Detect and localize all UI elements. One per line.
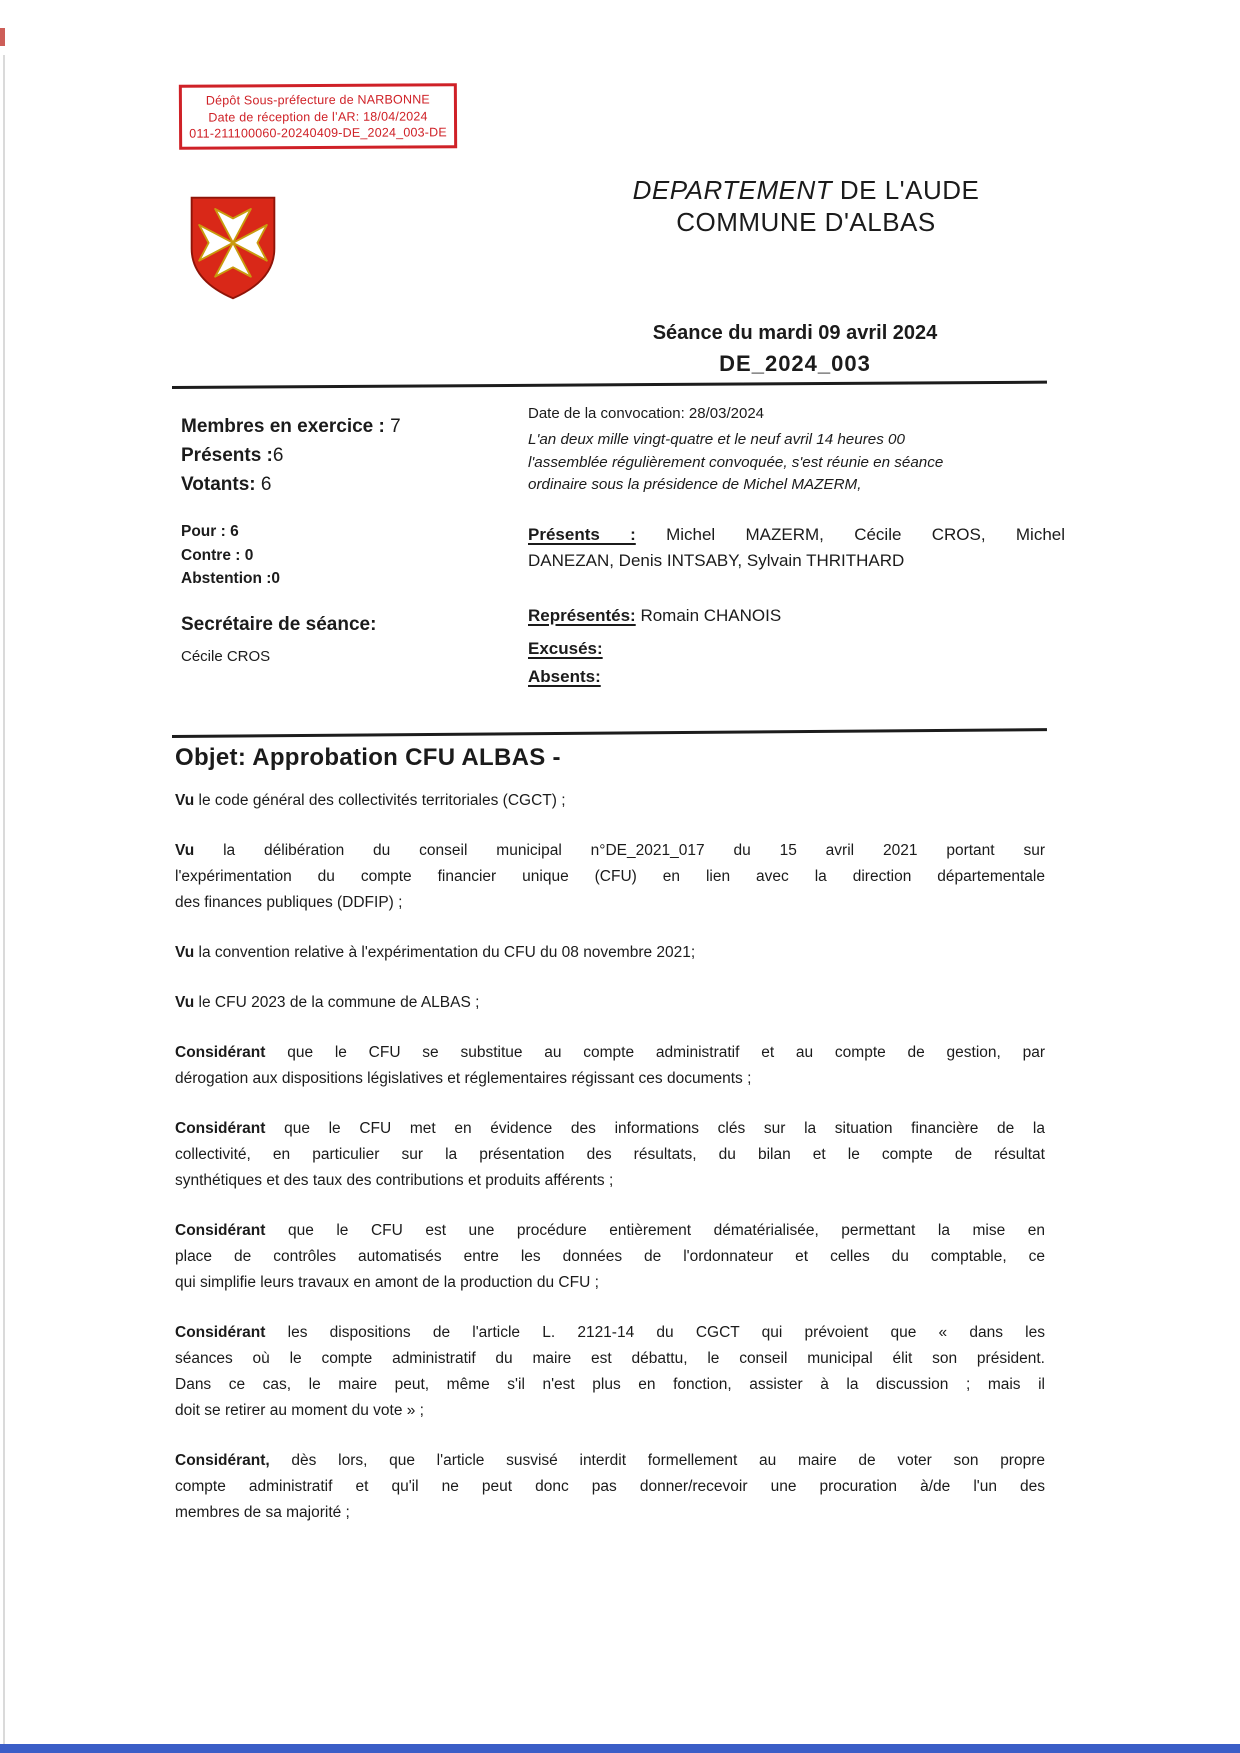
pour-count: Pour : 6 [181, 523, 239, 540]
presents-list [528, 522, 1065, 573]
stamp-line-2: Date de réception de l’AR: 18/04/2024 [208, 108, 428, 125]
separator-rule-top [172, 381, 1047, 389]
commune-line: COMMUNE D'ALBAS [676, 207, 936, 237]
paragraph [175, 1116, 1045, 1194]
paragraph [175, 1320, 1045, 1424]
preamble-line: ordinaire sous la présidence de Michel MAZERM, [528, 476, 862, 493]
prefecture-stamp [179, 83, 457, 149]
session-reference: DE_2024_003 [719, 351, 871, 376]
coat-of-arms-shield [186, 188, 280, 308]
scan-edge-artifact [3, 55, 5, 1745]
convocation-preamble [528, 429, 943, 497]
paragraph [175, 1040, 1045, 1092]
department-suffix: DE L'AUDE [832, 175, 980, 205]
department-line [556, 174, 1056, 206]
contre-count: Contre : 0 [181, 546, 254, 564]
paragraph-line: Considérant que le CFU se substitue au compte administratif et au compte de gestion, par [175, 1044, 1045, 1061]
letterhead [556, 174, 1056, 238]
paragraph-line: dérogation aux dispositions législatives et réglementaires régissant ces documents ; [175, 1070, 752, 1087]
session-block [545, 322, 1045, 377]
paragraph-line: Considérant que le CFU est une procédure entièrement dématérialisée, permettant la mise en [175, 1222, 1045, 1239]
paragraph-line: Considérant les dispositions de l'article L. 2121-14 du CGCT qui prévoient que « dans les [175, 1324, 1045, 1341]
stamp-line-3: 011-211100060-20240409-DE_2024_003-DE [189, 125, 447, 141]
paragraph-line: doit se retirer au moment du vote » ; [175, 1402, 424, 1419]
votants-count: Votants: 6 [181, 474, 272, 495]
paragraph-line: séances où le compte administratif du maire est débattu, le conseil municipal élit son président. [175, 1350, 1045, 1367]
paragraph-line: Considérant, dès lors, que l'article susvisé interdit formellement au maire de voter son propre [175, 1452, 1045, 1469]
objet-heading: Objet: Approbation CFU ALBAS - [175, 744, 561, 771]
excuses-list: Excusés: [528, 639, 603, 658]
separator-rule-middle [172, 728, 1047, 738]
members-count: Membres en exercice : 7 [181, 416, 401, 437]
paragraph-line: Dans ce cas, le maire peut, même s'il n'est plus en fonction, assister à la discussion ; mais il [175, 1376, 1045, 1393]
secretary-name: Cécile CROS [181, 648, 271, 665]
paragraph-line: des finances publiques (DDFIP) ; [175, 894, 403, 911]
paragraph [175, 838, 1045, 916]
paragraph-line: Vu le code général des collectivités territoriales (CGCT) ; [175, 792, 566, 809]
membership-counts [181, 412, 401, 499]
paragraph [175, 788, 1045, 814]
stamp-line-1: Dépôt Sous-préfecture de NARBONNE [205, 92, 430, 108]
paragraph-line: Vu le CFU 2023 de la commune de ALBAS ; [175, 994, 480, 1011]
secretary-label: Secrétaire de séance: [181, 614, 377, 635]
paragraph-line: collectivité, en particulier sur la présentation des résultats, du bilan et le compte de résultat [175, 1146, 1045, 1163]
absents-list: Absents: [528, 667, 601, 686]
vote-counts [181, 520, 280, 591]
paragraph [175, 1448, 1045, 1526]
paragraph-line: Vu la délibération du conseil municipal n°DE_2021_017 du 15 avril 2021 portant sur [175, 842, 1045, 859]
paragraph-line: Considérant que le CFU met en évidence des informations clés sur la situation financière de la [175, 1120, 1045, 1137]
paragraph-line: l'expérimentation du compte financier unique (CFU) en lien avec la direction départementale [175, 868, 1045, 885]
presents-line-2: DANEZAN, Denis INTSABY, Sylvain THRITHARD [528, 550, 905, 570]
preamble-line: L'an deux mille vingt-quatre et le neuf avril 14 heures 00 [528, 431, 905, 448]
paragraph-line: membres de sa majorité ; [175, 1504, 350, 1521]
paragraph [175, 1218, 1045, 1296]
presents-count: Présents :6 [181, 445, 284, 466]
representes-list: Représentés: Romain CHANOIS [528, 606, 782, 625]
paragraph-line: Vu la convention relative à l'expérimentation du CFU du 08 novembre 2021; [175, 944, 696, 961]
department-name: DEPARTEMENT [632, 175, 833, 205]
deliberation-body [175, 788, 1045, 1550]
convocation-date: Date de la convocation: 28/03/2024 [528, 405, 765, 422]
preamble-line: l'assemblée régulièrement convoquée, s'est réunie en séance [528, 453, 944, 471]
paragraph-line: synthétiques et des taux des contributions et produits afférents ; [175, 1172, 614, 1189]
bottom-bar [0, 1744, 1240, 1753]
session-title: Séance du mardi 09 avril 2024 [652, 322, 938, 344]
scan-red-mark [0, 28, 5, 46]
paragraph [175, 940, 1045, 966]
paragraph-line: place de contrôles automatisés entre les données de l'ordonnateur et celles du comptable, ce [175, 1248, 1045, 1265]
paragraph-line: compte administratif et qu'il ne peut donc pas donner/recevoir une procuration à/de l'un des [175, 1478, 1045, 1495]
paragraph-line: qui simplifie leurs travaux en amont de la production du CFU ; [175, 1274, 599, 1291]
abstention-count: Abstention :0 [181, 570, 281, 587]
paragraph [175, 990, 1045, 1016]
presents-line-1: Présents : Michel MAZERM, Cécile CROS, Michel [528, 525, 1065, 544]
